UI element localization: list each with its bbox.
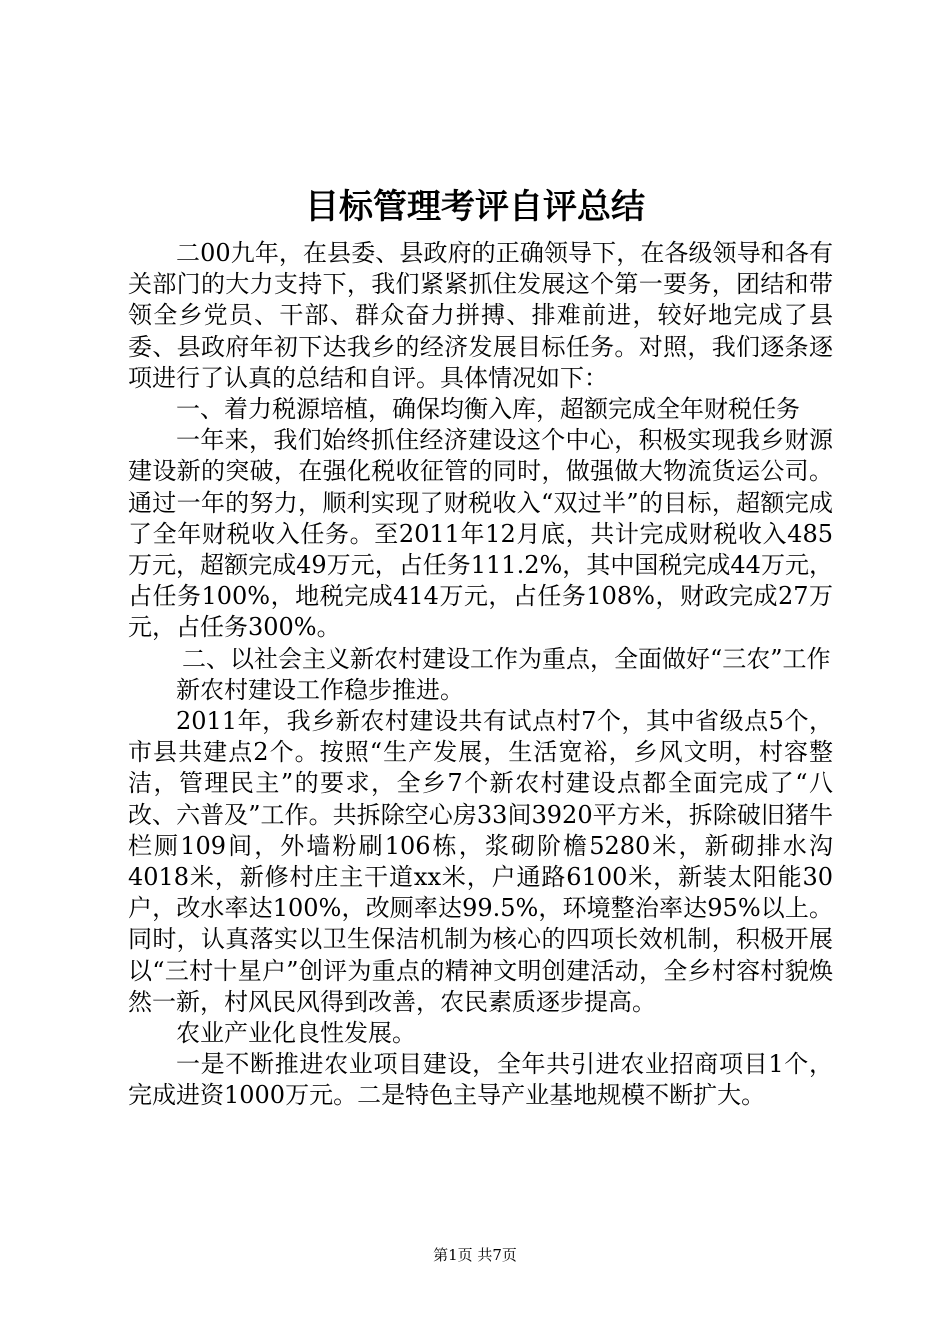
section-heading-2: 二、以社会主义新农村建设工作为重点，全面做好“三农”工作 [182, 644, 831, 673]
subheading-new-countryside: 新农村建设工作稳步推进。 [176, 675, 464, 704]
paragraph-new-countryside: 2011年，我乡新农村建设共有试点村7个，其中省级点5个，市县共建点2个。按照“生产发展，生活宽裕，乡风文明，村容整洁，管理民主”的要求，全乡7个新农村建设点都全面完成了“八改、六普及”工作。共拆除空心房33间3920平方米，拆除破旧猪牛栏厕109间，外墙粉刷106栋，浆砌阶檐5280米，新砌排水沟4018米，新修村庄主干道xx米，户通路6100米，新装太阳能30户，改水率达100%，改厕率达99.5%，环境整治率达95%以上。同时，认真落实以卫生保洁机制为核心的四项长效机制，积极开展以“三村十星户”创评为重点的精神文明创建活动，全乡村容村貌焕然一新，村风民风得到改善，农民素质逐步提高。 [128, 707, 833, 1016]
document-body [128, 238, 833, 1112]
subheading-agriculture: 农业产业化良性发展。 [176, 1019, 416, 1048]
paragraph-tax: 一年来，我们始终抓住经济建设这个中心，积极实现我乡财源建设新的突破，在强化税收征管的同时，做强做大物流货运公司。通过一年的努力，顺利实现了财税收入“双过半”的目标，超额完成了全年财税收入任务。至2011年12月底，共计完成财税收入485万元，超额完成49万元，占任务111.2%，其中国税完成44万元，占任务100%，地税完成414万元，占任务108%，财政完成27万元，占任务300%。 [128, 426, 833, 642]
document-title: 目标管理考评自评总结 [305, 187, 645, 227]
page-footer: 第1页 共7页 [433, 1246, 517, 1264]
section-heading-1: 一、着力税源培植，确保均衡入库，超额完成全年财税任务 [176, 395, 800, 424]
paragraph-intro: 二00九年，在县委、县政府的正确领导下，在各级领导和各有关部门的大力支持下，我们紧紧抓住发展这个第一要务，团结和带领全乡党员、干部、群众奋力拼搏、排难前进，较好地完成了县委、县政府年初下达我乡的经济发展目标任务。对照，我们逐条逐项进行了认真的总结和自评。具体情况如下： [128, 239, 833, 392]
paragraph-agriculture: 一是不断推进农业项目建设，全年共引进农业招商项目1个，完成进资1000万元。二是特色主导产业基地规模不断扩大。 [128, 1050, 833, 1110]
